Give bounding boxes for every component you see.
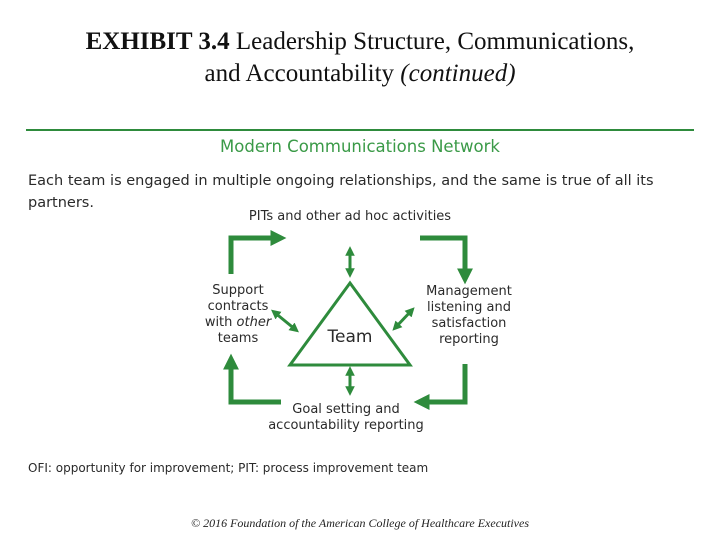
- elbow-arrow-icon-bottom-left: [231, 360, 281, 402]
- double-arrow-icon-right: [395, 310, 412, 328]
- team-label: Team: [327, 327, 373, 347]
- title-line2: and Accountability: [204, 60, 395, 87]
- label-right-management: [418, 284, 520, 348]
- label-bottom-goal: [236, 402, 456, 434]
- copyright-notice: © 2016 Foundation of the American College of Healthcare Executives: [190, 516, 530, 530]
- label-left-line2: contracts: [207, 299, 269, 314]
- label-bottom-line1: Goal setting and: [292, 402, 400, 417]
- label-left-line1: Support: [212, 283, 264, 298]
- label-left-line3: [192, 315, 284, 331]
- team-triangle-shape: [290, 283, 410, 365]
- label-right-line4: reporting: [439, 332, 499, 347]
- label-left-line4: teams: [217, 331, 259, 346]
- label-left-line3a: with: [204, 315, 237, 330]
- footnote-abbreviations: OFI: opportunity for improvement; PIT: process improvement team: [28, 461, 429, 475]
- label-left-support: [192, 283, 284, 347]
- title-main: Leadership Structure, Communications,: [235, 28, 635, 55]
- elbow-arrow-icon-top-right: [420, 238, 465, 278]
- title-continued: (continued): [400, 60, 516, 87]
- exhibit-number: EXHIBIT 3.4: [85, 28, 230, 55]
- label-bottom-line2: accountability reporting: [268, 418, 424, 433]
- label-left-line3b: other: [236, 315, 272, 330]
- label-top-text: PITs and other ad hoc activities: [248, 209, 452, 224]
- elbow-arrow-icon-top-left: [231, 238, 280, 274]
- label-top-pits: [220, 209, 480, 225]
- label-right-line3: satisfaction: [431, 316, 507, 331]
- diagram-subtitle: Modern Communications Network: [220, 137, 500, 156]
- label-right-line1: Management: [426, 284, 512, 299]
- elbow-arrow-icon-bottom-right: [420, 364, 465, 402]
- label-right-line2: listening and: [426, 300, 512, 315]
- intro-text: Each team is engaged in multiple ongoing relationships, and the same is true of all its partners.: [28, 173, 654, 211]
